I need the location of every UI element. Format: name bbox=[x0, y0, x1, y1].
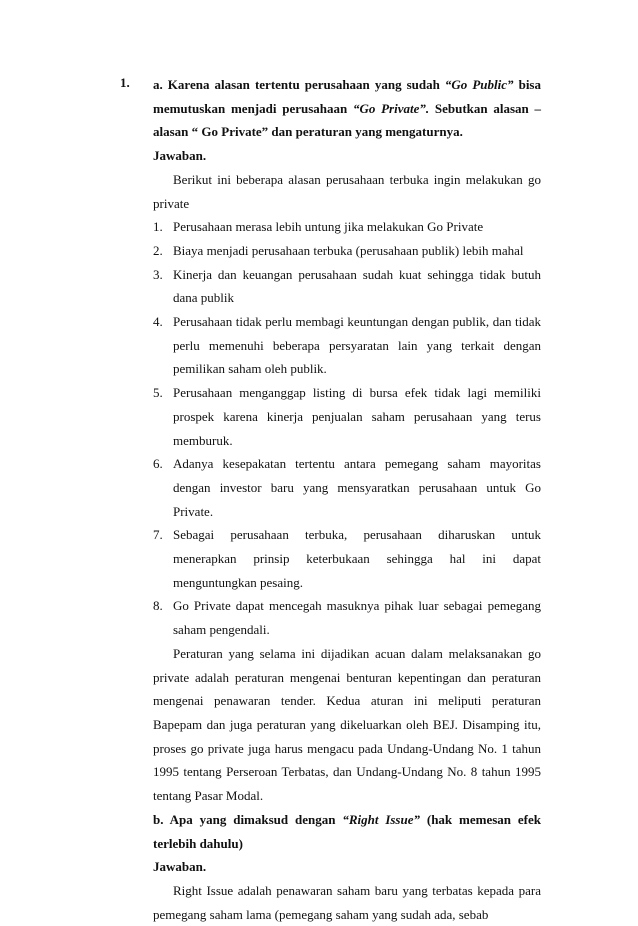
list-item-text: Go Private dapat mencegah masuknya pihak luar sebagai pemegang saham pengendali. bbox=[173, 598, 541, 638]
list-number: 8. bbox=[153, 598, 163, 614]
list-number: 7. bbox=[153, 527, 163, 543]
question-a-text-1: a. Karena alasan tertentu perusahaan yang sudah bbox=[153, 77, 445, 92]
regulation-paragraph: Peraturan yang selama ini dijadikan acuan dalam melaksanakan go private adalah peraturan mengenai benturan kepentingan dan peraturan mengenai penawaran tender. Kedua aturan ini meliputi peraturan Bapepam dan juga peraturan yang dikeluarkan oleh BEJ. Disamping itu, proses go private juga harus mengacu pada Undang-Undang No. 1 tahun 1995 tentang Perseroan Terbatas, dan Undang-Undang No. 8 tahun 1995 tentang Pasar Modal. bbox=[153, 645, 541, 804]
answer-label-a: Jawaban. bbox=[153, 148, 207, 164]
list-item bbox=[153, 215, 541, 239]
list-number: 6. bbox=[153, 456, 163, 472]
list-item bbox=[153, 310, 541, 381]
question-number: 1. bbox=[120, 75, 130, 90]
list-item bbox=[153, 523, 541, 594]
question-a-text-3: Sebutkan alasan – alasan “ Go Private” dan peraturan yang mengaturnya. bbox=[153, 100, 542, 140]
question-b-text-2: (hak memesan efek terlebih dahulu) bbox=[153, 811, 541, 851]
list-item-text: Sebagai perusahaan terbuka, perusahaan diharuskan untuk menerapkan prinsip keterbukaan sehingga hal ini dapat menguntungkan pesaing. bbox=[173, 527, 541, 590]
list-number: 4. bbox=[153, 314, 163, 330]
question-a-text-2: bisa memutuskan menjadi perusahaan bbox=[153, 77, 541, 116]
list-item-text: Biaya menjadi perusahaan terbuka (perusahaan publik) lebih mahal bbox=[173, 242, 524, 258]
answer-label-b: Jawaban. bbox=[153, 859, 207, 875]
list-item-text: Perusahaan merasa lebih untung jika melakukan Go Private bbox=[173, 219, 484, 235]
question-a bbox=[153, 73, 541, 144]
list-number: 3. bbox=[153, 266, 163, 282]
list-item bbox=[153, 263, 541, 310]
list-item bbox=[153, 594, 541, 641]
document-content bbox=[153, 73, 541, 926]
list-number: 5. bbox=[153, 385, 163, 401]
list-item bbox=[153, 239, 541, 263]
go-public-term: “Go Public” bbox=[444, 77, 514, 92]
question-b bbox=[153, 808, 541, 855]
list-number: 1. bbox=[153, 219, 163, 235]
question-b-text-1: b. Apa yang dimaksud dengan bbox=[153, 811, 343, 827]
list-item bbox=[153, 381, 541, 452]
list-item bbox=[153, 452, 541, 523]
list-item-text: Kinerja dan keuangan perusahaan sudah kuat sehingga tidak butuh dana publik bbox=[173, 266, 541, 306]
intro-paragraph: Berikut ini beberapa alasan perusahaan terbuka ingin melakukan go private bbox=[153, 171, 541, 211]
list-number: 2. bbox=[153, 242, 163, 258]
reasons-list bbox=[153, 215, 541, 642]
list-item-text: Perusahaan tidak perlu membagi keuntungan dengan publik, dan tidak perlu memenuhi beberapa persyaratan lain yang terkait dengan pemilikan saham oleh publik. bbox=[173, 314, 541, 377]
list-item-text: Perusahaan menganggap listing di bursa efek tidak lagi memiliki prospek karena kinerja penjualan saham perusahaan yang terus memburuk. bbox=[173, 385, 541, 448]
right-issue-term: “Right Issue” bbox=[342, 811, 420, 827]
go-private-term: “Go Private”. bbox=[352, 100, 430, 116]
list-item-text: Adanya kesepakatan tertentu antara pemegang saham mayoritas dengan investor baru yang mensyaratkan perusahaan untuk Go Private. bbox=[173, 456, 541, 519]
answer-b-paragraph: Right Issue adalah penawaran saham baru yang terbatas kepada para pemegang saham lama (pemegang saham yang sudah ada, sebab bbox=[153, 882, 541, 922]
